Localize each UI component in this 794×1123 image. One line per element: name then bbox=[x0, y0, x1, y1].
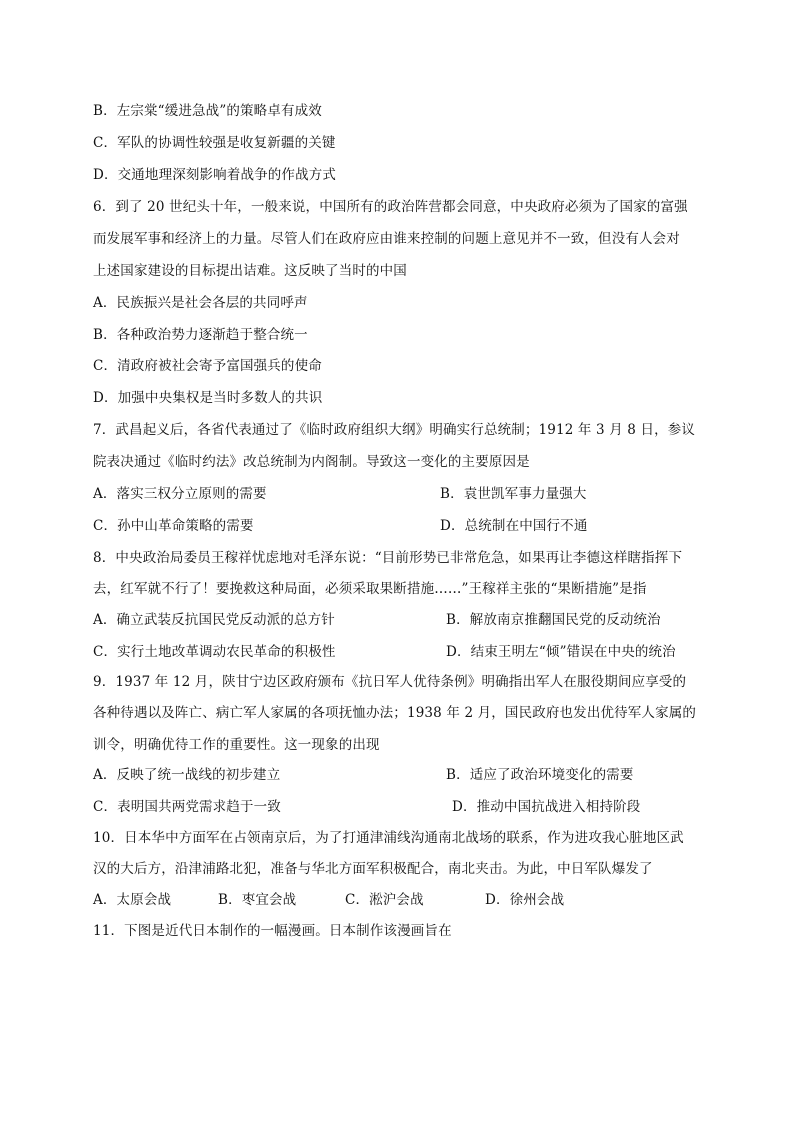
q9-option-d: D．推动中国抗战进入相持阶段 bbox=[452, 799, 641, 815]
q7-option-b: B．袁世凯军事力量强大 bbox=[440, 486, 587, 502]
q9-stem-line-3: 训令，明确优待工作的重要性。这一现象的出现 bbox=[93, 737, 380, 753]
q8-option-d: D．结束王明左“倾”错误在中央的统治 bbox=[446, 644, 676, 660]
q10-option-a: A．太原会战 bbox=[93, 892, 172, 908]
q9-option-c: C．表明国共两党需求趋于一致 bbox=[93, 799, 281, 815]
q6-option-b: B．各种政治势力逐渐趋于整合统一 bbox=[93, 327, 308, 343]
q7-stem-line-2: 院表决通过《临时约法》改总统制为内阁制。导致这一变化的主要原因是 bbox=[93, 454, 530, 470]
q10-option-d: D．徐州会战 bbox=[485, 892, 565, 908]
q6-option-c: C．清政府被社会寄予富国强兵的使命 bbox=[93, 358, 322, 374]
q11-stem: 11．下图是近代日本制作的一幅漫画。日本制作该漫画旨在 bbox=[93, 923, 452, 939]
q8-option-b: B．解放南京推翻国民党的反动统治 bbox=[446, 612, 661, 628]
q10-stem-line-1: 10．日本华中方面军在占领南京后，为了打通津浦线沟通南北战场的联系，作为进攻我心脏地区武 bbox=[93, 830, 684, 846]
q8-option-c: C．实行土地改革调动农民革命的积极性 bbox=[93, 644, 336, 660]
q6-option-a: A．民族振兴是社会各层的共同呼声 bbox=[93, 295, 308, 311]
q7-option-d: D．总统制在中国行不通 bbox=[440, 518, 588, 534]
q6-stem-line-1: 6．到了 20 世纪头十年，一般来说，中国所有的政治阵营都会同意，中央政府必须为了国家的富强 bbox=[93, 199, 688, 215]
q5-option-b: B．左宗棠“缓进急战”的策略卓有成效 bbox=[93, 103, 322, 119]
q6-stem-line-3: 上述国家建设的目标提出诘难。这反映了当时的中国 bbox=[93, 263, 407, 279]
q7-option-a: A．落实三权分立原则的需要 bbox=[93, 486, 267, 502]
q5-option-d: D．交通地理深刻影响着战争的作战方式 bbox=[93, 167, 337, 183]
q10-stem-line-2: 汉的大后方，沿津浦路北犯，准备与华北方面军积极配合，南北夹击。为此，中日军队爆发了 bbox=[93, 861, 653, 877]
q8-stem-line-2: 去，红军就不行了！要挽救这种局面，必须采取果断措施……”王稼祥主张的“果断措施”是指 bbox=[93, 581, 647, 597]
q9-option-a: A．反映了统一战线的初步建立 bbox=[93, 767, 281, 783]
q9-stem-line-1: 9．1937 年 12 月，陕甘宁边区政府颁布《抗日军人优待条例》明确指出军人在服役期间应享受的 bbox=[93, 674, 687, 690]
q6-stem-line-2: 而发展军事和经济上的力量。尽管人们在政府应由谁来控制的问题上意见并不一致，但没有人会对 bbox=[93, 231, 680, 247]
q7-option-c: C．孙中山革命策略的需要 bbox=[93, 518, 254, 534]
q10-option-b: B．枣宜会战 bbox=[218, 892, 297, 908]
q10-option-c: C．淞沪会战 bbox=[345, 892, 424, 908]
q8-stem-line-1: 8．中央政治局委员王稼祥忧虑地对毛泽东说：“目前形势已非常危急，如果再让李德这样瞎指挥下 bbox=[93, 550, 683, 566]
q8-option-a: A．确立武装反抗国民党反动派的总方针 bbox=[93, 612, 335, 628]
q9-stem-line-2: 各种待遇以及阵亡、病亡军人家属的各项抚恤办法；1938 年 2 月，国民政府也发出优待军人家属的 bbox=[93, 705, 697, 721]
q5-option-c: C．军队的协调性较强是收复新疆的关键 bbox=[93, 135, 336, 151]
q7-stem-line-1: 7．武昌起义后，各省代表通过了《临时政府组织大纲》明确实行总统制；1912 年 3 月 8 日，参议 bbox=[93, 422, 696, 438]
q9-option-b: B．适应了政治环境变化的需要 bbox=[446, 767, 634, 783]
q6-option-d: D．加强中央集权是当时多数人的共识 bbox=[93, 390, 323, 406]
